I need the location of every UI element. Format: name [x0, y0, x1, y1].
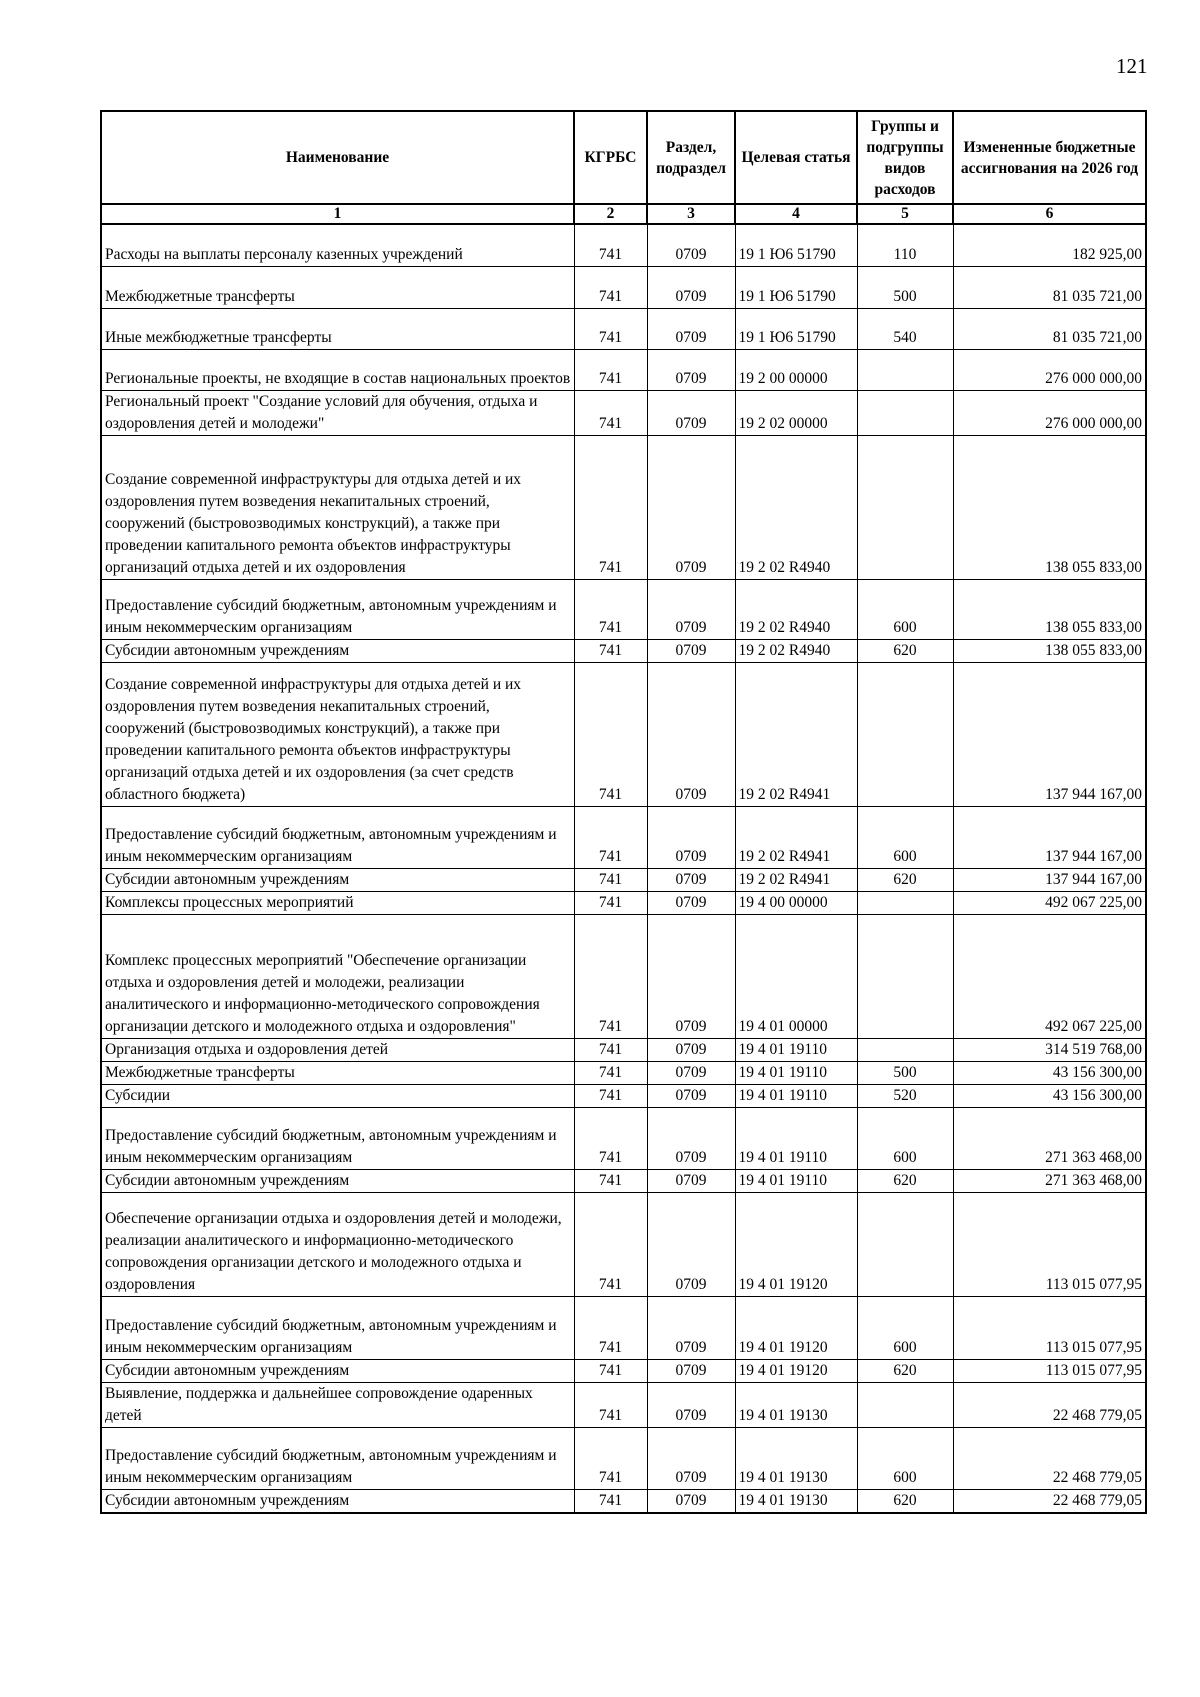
row-group: 620	[857, 1359, 953, 1382]
row-section: 0709	[647, 639, 735, 662]
row-kgrbs: 741	[574, 1169, 647, 1192]
row-group: 540	[857, 308, 953, 349]
row-group: 500	[857, 266, 953, 308]
row-name: Организация отдыха и оздоровления детей	[101, 1038, 574, 1061]
row-amount: 81 035 721,00	[953, 266, 1146, 308]
row-amount: 22 468 779,05	[953, 1382, 1146, 1427]
row-section: 0709	[647, 1296, 735, 1359]
row-kgrbs: 741	[574, 639, 647, 662]
row-target: 19 4 00 00000	[735, 891, 857, 914]
column-number: 4	[735, 204, 857, 224]
header-kgrbs: КГРБС	[574, 111, 647, 204]
table-body	[101, 224, 1146, 1513]
row-group: 600	[857, 1107, 953, 1169]
row-amount: 314 519 768,00	[953, 1038, 1146, 1061]
row-amount: 113 015 077,95	[953, 1359, 1146, 1382]
row-section: 0709	[647, 891, 735, 914]
row-amount: 138 055 833,00	[953, 579, 1146, 639]
row-kgrbs: 741	[574, 1382, 647, 1427]
table-row	[101, 390, 1146, 435]
row-target: 19 1 Ю6 51790	[735, 224, 857, 266]
column-number: 2	[574, 204, 647, 224]
row-name: Межбюджетные трансферты	[101, 266, 574, 308]
row-group	[857, 349, 953, 390]
column-number: 3	[647, 204, 735, 224]
row-group	[857, 1382, 953, 1427]
row-group: 600	[857, 1427, 953, 1489]
table-row	[101, 1061, 1146, 1084]
row-name: Предоставление субсидий бюджетным, автономным учреждениям и иным некоммерческим организациям	[101, 806, 574, 868]
row-amount: 271 363 468,00	[953, 1107, 1146, 1169]
row-group: 620	[857, 1489, 953, 1513]
row-group	[857, 914, 953, 1038]
table-row	[101, 1296, 1146, 1359]
row-name: Комплекс процессных мероприятий "Обеспечение организации отдыха и оздоровления детей и молодежи, реализации аналитического и информационно-методического сопровождения организации детского и молодежного отдыха и оздоровления"	[101, 914, 574, 1038]
page-number: 121	[1116, 54, 1148, 78]
row-target: 19 4 01 19120	[735, 1296, 857, 1359]
row-name: Выявление, поддержка и дальнейшее сопровождение одаренных детей	[101, 1382, 574, 1427]
row-kgrbs: 741	[574, 308, 647, 349]
row-section: 0709	[647, 868, 735, 891]
row-target: 19 2 02 R4940	[735, 435, 857, 579]
row-target: 19 4 01 19130	[735, 1382, 857, 1427]
row-amount: 137 944 167,00	[953, 868, 1146, 891]
header-groups: Группы и подгруппы видов расходов	[857, 111, 953, 204]
row-group: 600	[857, 1296, 953, 1359]
row-group	[857, 390, 953, 435]
row-kgrbs: 741	[574, 914, 647, 1038]
row-section: 0709	[647, 1382, 735, 1427]
row-amount: 492 067 225,00	[953, 891, 1146, 914]
row-kgrbs: 741	[574, 1489, 647, 1513]
row-kgrbs: 741	[574, 1359, 647, 1382]
row-section: 0709	[647, 349, 735, 390]
row-kgrbs: 741	[574, 224, 647, 266]
row-kgrbs: 741	[574, 435, 647, 579]
row-section: 0709	[647, 390, 735, 435]
header-name: Наименование	[101, 111, 574, 204]
row-target: 19 2 02 R4941	[735, 662, 857, 806]
row-section: 0709	[647, 1359, 735, 1382]
table-header	[101, 111, 1146, 224]
row-group	[857, 1038, 953, 1061]
row-name: Предоставление субсидий бюджетным, автономным учреждениям и иным некоммерческим организациям	[101, 1296, 574, 1359]
row-section: 0709	[647, 1169, 735, 1192]
row-target: 19 4 01 19110	[735, 1084, 857, 1107]
row-kgrbs: 741	[574, 891, 647, 914]
row-section: 0709	[647, 579, 735, 639]
row-name: Комплексы процессных мероприятий	[101, 891, 574, 914]
row-kgrbs: 741	[574, 806, 647, 868]
row-amount: 43 156 300,00	[953, 1084, 1146, 1107]
row-amount: 492 067 225,00	[953, 914, 1146, 1038]
row-group: 520	[857, 1084, 953, 1107]
row-section: 0709	[647, 914, 735, 1038]
row-section: 0709	[647, 1038, 735, 1061]
row-group: 600	[857, 806, 953, 868]
table-row	[101, 868, 1146, 891]
budget-table	[100, 110, 1147, 1514]
row-name: Субсидии автономным учреждениям	[101, 1169, 574, 1192]
header-amount: Измененные бюджетные ассигнования на 2026 год	[953, 111, 1146, 204]
table-row	[101, 1489, 1146, 1513]
row-target: 19 2 00 00000	[735, 349, 857, 390]
table-row	[101, 662, 1146, 806]
row-name: Региональные проекты, не входящие в состав национальных проектов	[101, 349, 574, 390]
row-target: 19 4 01 19110	[735, 1038, 857, 1061]
row-group: 620	[857, 639, 953, 662]
table-row	[101, 349, 1146, 390]
row-amount: 43 156 300,00	[953, 1061, 1146, 1084]
row-name: Предоставление субсидий бюджетным, автономным учреждениям и иным некоммерческим организациям	[101, 579, 574, 639]
row-kgrbs: 741	[574, 662, 647, 806]
table-row	[101, 1169, 1146, 1192]
row-target: 19 4 01 19110	[735, 1061, 857, 1084]
row-target: 19 2 02 R4941	[735, 806, 857, 868]
header-section: Раздел, подраздел	[647, 111, 735, 204]
column-number-row	[101, 204, 1146, 224]
table-row	[101, 1359, 1146, 1382]
row-kgrbs: 741	[574, 390, 647, 435]
table-row	[101, 1038, 1146, 1061]
row-amount: 22 468 779,05	[953, 1427, 1146, 1489]
row-name: Обеспечение организации отдыха и оздоровления детей и молодежи, реализации аналитического и информационно-методического сопровождения организации детского и молодежного отдыха и оздоровления	[101, 1192, 574, 1296]
row-kgrbs: 741	[574, 1107, 647, 1169]
row-group: 500	[857, 1061, 953, 1084]
row-amount: 276 000 000,00	[953, 390, 1146, 435]
table-row	[101, 639, 1146, 662]
table-row	[101, 806, 1146, 868]
row-section: 0709	[647, 662, 735, 806]
row-target: 19 4 01 19130	[735, 1427, 857, 1489]
table-row	[101, 1427, 1146, 1489]
row-name: Предоставление субсидий бюджетным, автономным учреждениям и иным некоммерческим организациям	[101, 1107, 574, 1169]
row-group	[857, 1192, 953, 1296]
table-row	[101, 1107, 1146, 1169]
row-section: 0709	[647, 1489, 735, 1513]
row-section: 0709	[647, 266, 735, 308]
row-section: 0709	[647, 308, 735, 349]
row-group	[857, 891, 953, 914]
row-amount: 182 925,00	[953, 224, 1146, 266]
table-row	[101, 308, 1146, 349]
table-row	[101, 1084, 1146, 1107]
row-amount: 138 055 833,00	[953, 435, 1146, 579]
row-name: Субсидии автономным учреждениям	[101, 868, 574, 891]
row-name: Межбюджетные трансферты	[101, 1061, 574, 1084]
row-kgrbs: 741	[574, 1061, 647, 1084]
table-row	[101, 579, 1146, 639]
row-name: Субсидии автономным учреждениям	[101, 1489, 574, 1513]
column-number: 1	[101, 204, 574, 224]
column-number: 6	[953, 204, 1146, 224]
row-kgrbs: 741	[574, 266, 647, 308]
row-amount: 113 015 077,95	[953, 1296, 1146, 1359]
row-amount: 138 055 833,00	[953, 639, 1146, 662]
row-section: 0709	[647, 224, 735, 266]
row-section: 0709	[647, 1084, 735, 1107]
row-amount: 271 363 468,00	[953, 1169, 1146, 1192]
row-group: 110	[857, 224, 953, 266]
row-target: 19 2 02 R4940	[735, 639, 857, 662]
column-number: 5	[857, 204, 953, 224]
table-row	[101, 891, 1146, 914]
row-target: 19 1 Ю6 51790	[735, 266, 857, 308]
row-target: 19 4 01 19110	[735, 1107, 857, 1169]
row-target: 19 1 Ю6 51790	[735, 308, 857, 349]
row-group	[857, 435, 953, 579]
row-name: Создание современной инфраструктуры для отдыха детей и их оздоровления путем возведения некапитальных строений, сооружений (быстровозводимых конструкций), а также при проведении капитального ремонта объектов инфраструктуры организаций отдыха детей и их оздоровления (за счет средств областного бюджета)	[101, 662, 574, 806]
row-kgrbs: 741	[574, 349, 647, 390]
row-target: 19 4 01 00000	[735, 914, 857, 1038]
row-group: 600	[857, 579, 953, 639]
table-row	[101, 435, 1146, 579]
row-section: 0709	[647, 1427, 735, 1489]
header-target: Целевая статья	[735, 111, 857, 204]
row-kgrbs: 741	[574, 1192, 647, 1296]
row-group	[857, 662, 953, 806]
row-target: 19 2 02 00000	[735, 390, 857, 435]
table-row	[101, 914, 1146, 1038]
row-target: 19 2 02 R4940	[735, 579, 857, 639]
row-target: 19 4 01 19110	[735, 1169, 857, 1192]
table-row	[101, 224, 1146, 266]
table-row	[101, 1382, 1146, 1427]
row-section: 0709	[647, 1192, 735, 1296]
row-section: 0709	[647, 1061, 735, 1084]
row-group: 620	[857, 1169, 953, 1192]
row-amount: 276 000 000,00	[953, 349, 1146, 390]
row-name: Предоставление субсидий бюджетным, автономным учреждениям и иным некоммерческим организациям	[101, 1427, 574, 1489]
row-kgrbs: 741	[574, 1038, 647, 1061]
row-kgrbs: 741	[574, 1296, 647, 1359]
row-section: 0709	[647, 1107, 735, 1169]
row-kgrbs: 741	[574, 579, 647, 639]
table-row	[101, 1192, 1146, 1296]
row-amount: 113 015 077,95	[953, 1192, 1146, 1296]
row-target: 19 4 01 19120	[735, 1192, 857, 1296]
row-amount: 22 468 779,05	[953, 1489, 1146, 1513]
row-amount: 137 944 167,00	[953, 662, 1146, 806]
row-name: Субсидии автономным учреждениям	[101, 1359, 574, 1382]
row-section: 0709	[647, 435, 735, 579]
row-amount: 137 944 167,00	[953, 806, 1146, 868]
row-amount: 81 035 721,00	[953, 308, 1146, 349]
row-target: 19 4 01 19120	[735, 1359, 857, 1382]
row-name: Субсидии	[101, 1084, 574, 1107]
row-kgrbs: 741	[574, 1427, 647, 1489]
row-name: Иные межбюджетные трансферты	[101, 308, 574, 349]
row-name: Региональный проект "Создание условий для обучения, отдыха и оздоровления детей и молодежи"	[101, 390, 574, 435]
row-name: Расходы на выплаты персоналу казенных учреждений	[101, 224, 574, 266]
row-kgrbs: 741	[574, 868, 647, 891]
row-name: Создание современной инфраструктуры для отдыха детей и их оздоровления путем возведения некапитальных строений, сооружений (быстровозводимых конструкций), а также при проведении капитального ремонта объектов инфраструктуры организаций отдыха детей и их оздоровления	[101, 435, 574, 579]
row-target: 19 4 01 19130	[735, 1489, 857, 1513]
row-group: 620	[857, 868, 953, 891]
row-section: 0709	[647, 806, 735, 868]
row-kgrbs: 741	[574, 1084, 647, 1107]
row-name: Субсидии автономным учреждениям	[101, 639, 574, 662]
row-target: 19 2 02 R4941	[735, 868, 857, 891]
table-row	[101, 266, 1146, 308]
